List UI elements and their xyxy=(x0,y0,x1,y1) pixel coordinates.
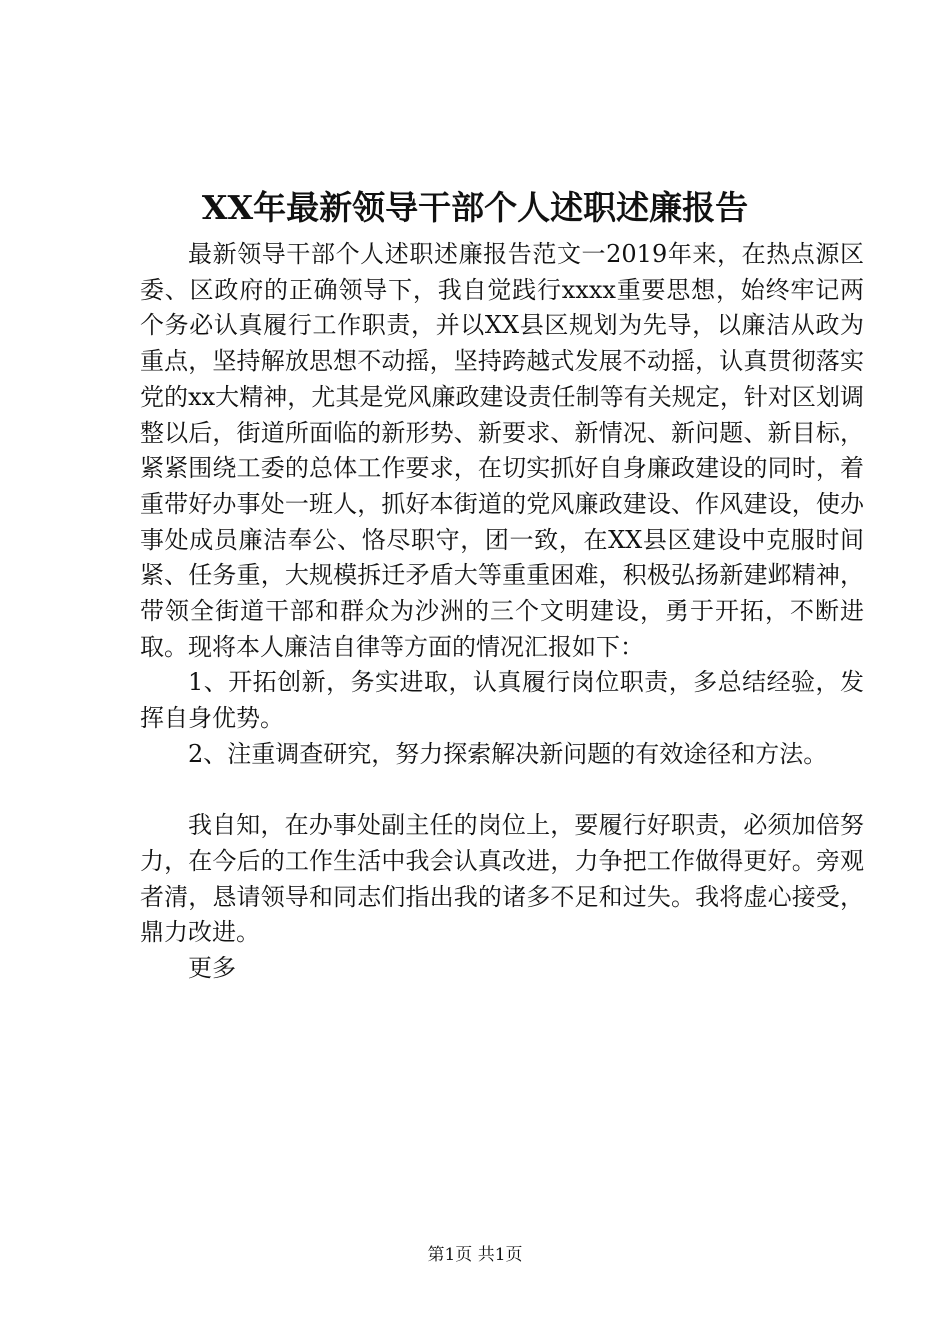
intro-paragraph: 最新领导干部个人述职述廉报告范文一2019年来，在热点源区委、区政府的正确领导下，我自觉践行xxxx重要思想，始终牢记两个务必认真履行工作职责，并以XX县区规划为先导，以廉洁从政为重点，坚持解放思想不动摇，坚持跨越式发展不动摇，认真贯彻落实党的xx大精神，尤其是党风廉政建设责任制等有关规定，针对区划调整以后，街道所面临的新形势、新要求、新情况、新问题、新目标，紧紧围绕工委的总体工作要求，在切实抓好自身廉政建设的同时，着重带好办事处一班人，抓好本街道的党风廉政建设、作风建设，使办事处成员廉洁奉公、恪尽职守，团一致，在XX县区建设中克服时间紧、任务重，大规模拆迁矛盾大等重重困难，积极弘扬新建邺精神，带领全街道干部和群众为沙洲的三个文明建设，勇于开拓，不断进取。现将本人廉洁自律等方面的情况汇报如下： xyxy=(140,240,864,661)
point-two-paragraph: 2、注重调查研究，努力探索解决新问题的有效途径和方法。 xyxy=(188,739,828,768)
more-text: 更多 xyxy=(188,954,236,983)
closing-paragraph: 我自知，在办事处副主任的岗位上，要履行好职责，必须加倍努力，在今后的工作生活中我会认真改进，力争把工作做得更好。旁观者清，恳请领导和同志们指出我的诸多不足和过失。我将虚心接受，鼎力改进。 xyxy=(140,811,864,947)
document-title: XX年最新领导干部个人述职述廉报告 xyxy=(201,188,749,227)
document-body xyxy=(140,237,864,987)
point-one-paragraph: 1、开拓创新，务实进取，认真履行岗位职责，多总结经验，发挥自身优势。 xyxy=(140,668,864,733)
paragraph-spacer xyxy=(140,773,864,809)
page-number-footer: 第1页 共1页 xyxy=(427,1245,523,1265)
